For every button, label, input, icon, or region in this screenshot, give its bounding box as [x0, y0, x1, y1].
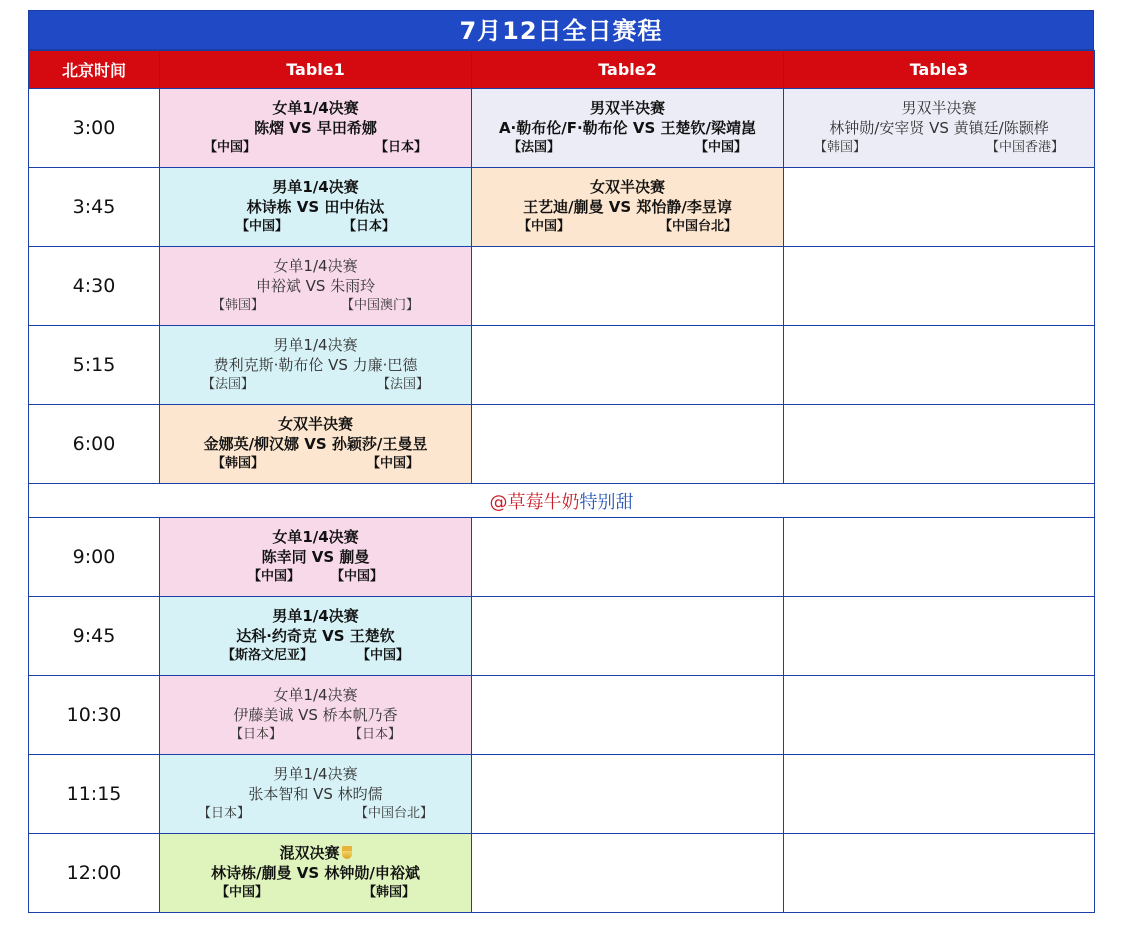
- header-table1: Table1: [160, 51, 472, 89]
- country-left: 【韩国】: [212, 456, 265, 471]
- empty-cell: [472, 597, 784, 676]
- table-row: [29, 518, 1095, 597]
- table-row: [29, 247, 1095, 326]
- event-name: 混双决赛: [279, 844, 340, 862]
- country-right: 【中国澳门】: [340, 298, 419, 313]
- match-cell: [472, 89, 784, 168]
- table-row: [29, 676, 1095, 755]
- country-right: 【中国香港】: [985, 140, 1064, 155]
- table-row: [29, 168, 1095, 247]
- time-cell: 4:30: [29, 247, 160, 326]
- event-name: 女单1/4决赛: [272, 99, 359, 117]
- empty-cell: [784, 168, 1095, 247]
- country-right: 【法国】: [376, 377, 429, 392]
- countries: [160, 375, 471, 395]
- time-cell: 6:00: [29, 405, 160, 484]
- event-name: 男单1/4决赛: [273, 765, 358, 783]
- watermark-handle: @草莓牛奶: [489, 491, 580, 513]
- match-cell: [160, 247, 472, 326]
- event-name: 男单1/4决赛: [272, 178, 359, 196]
- match-players: A·勒布伦/F·勒布伦 VS 王楚钦/梁靖崑: [498, 119, 757, 137]
- country-left: 【中国】: [216, 885, 269, 900]
- countries: [160, 217, 471, 237]
- countries: [160, 138, 471, 158]
- empty-cell: [472, 834, 784, 913]
- empty-cell: [784, 518, 1095, 597]
- countries: [472, 217, 783, 237]
- country-left: 【法国】: [202, 377, 255, 392]
- time-cell: 10:30: [29, 676, 160, 755]
- time-cell: 9:00: [29, 518, 160, 597]
- match-players: 陈幸同 VS 蒯曼: [261, 548, 370, 566]
- time-cell: 5:15: [29, 326, 160, 405]
- empty-cell: [784, 247, 1095, 326]
- event-name-wrap: [279, 843, 351, 863]
- event-name: 女单1/4决赛: [273, 257, 358, 275]
- country-right: 【日本】: [348, 727, 401, 742]
- match-players: 金娜英/柳汉娜 VS 孙颖莎/王曼昱: [203, 435, 428, 453]
- time-cell: 9:45: [29, 597, 160, 676]
- country-left: 【日本】: [230, 727, 283, 742]
- empty-cell: [472, 326, 784, 405]
- country-left: 【日本】: [198, 806, 251, 821]
- table-row: [29, 755, 1095, 834]
- table-row: [29, 597, 1095, 676]
- header-row: [29, 51, 1095, 89]
- event-name: 女双半决赛: [277, 415, 353, 433]
- match-cell: [160, 755, 472, 834]
- event-name: 男单1/4决赛: [273, 336, 358, 354]
- match-cell: [160, 89, 472, 168]
- country-left: 【法国】: [508, 140, 561, 155]
- match-cell: [472, 168, 784, 247]
- empty-cell: [472, 405, 784, 484]
- country-right: 【中国台北】: [354, 806, 433, 821]
- country-right: 【中国台北】: [658, 219, 737, 234]
- countries: [160, 646, 471, 666]
- header-time: 北京时间: [29, 51, 160, 89]
- match-players: 陈熠 VS 早田希娜: [254, 119, 377, 137]
- match-players: 张本智和 VS 林昀儒: [248, 785, 383, 803]
- countries: [472, 138, 783, 158]
- empty-cell: [784, 676, 1095, 755]
- watermark-suffix: 特别甜: [579, 491, 634, 513]
- event-name: 男双半决赛: [901, 99, 977, 117]
- countries: [160, 567, 471, 587]
- time-cell: 11:15: [29, 755, 160, 834]
- match-players: 林诗栋 VS 田中佑汰: [246, 198, 385, 216]
- header-table2: Table2: [472, 51, 784, 89]
- time-cell: 3:00: [29, 89, 160, 168]
- match-cell: [160, 597, 472, 676]
- match-cell: [160, 405, 472, 484]
- header-table3: Table3: [784, 51, 1095, 89]
- empty-cell: [472, 676, 784, 755]
- match-players: 达科·约奇克 VS 王楚钦: [236, 627, 395, 645]
- schedule-table: [28, 50, 1095, 913]
- match-players: 费利克斯·勒布伦 VS 力廉·巴德: [213, 356, 418, 374]
- empty-cell: [784, 834, 1095, 913]
- time-cell: 3:45: [29, 168, 160, 247]
- event-name: 女双半决赛: [589, 178, 665, 196]
- empty-cell: [784, 597, 1095, 676]
- country-left: 【中国】: [518, 219, 571, 234]
- match-players: 伊藤美诚 VS 桥本帆乃香: [233, 706, 398, 724]
- country-right: 【中国】: [366, 456, 419, 471]
- event-name: 男双半决赛: [589, 99, 665, 117]
- country-right: 【中国】: [356, 648, 409, 663]
- country-right: 【中国】: [330, 569, 383, 584]
- country-left: 【中国】: [236, 219, 289, 234]
- table-row: [29, 89, 1095, 168]
- schedule: [28, 10, 1094, 913]
- empty-cell: [784, 405, 1095, 484]
- country-right: 【日本】: [374, 140, 427, 155]
- countries: [160, 883, 471, 903]
- countries: [160, 804, 471, 824]
- country-left: 【中国】: [248, 569, 301, 584]
- countries: [784, 138, 1094, 158]
- medal-icon: [342, 846, 352, 859]
- country-left: 【斯洛文尼亚】: [222, 648, 314, 663]
- country-left: 【韩国】: [212, 298, 265, 313]
- table-row: [29, 405, 1095, 484]
- table-row: [29, 326, 1095, 405]
- match-cell: [160, 676, 472, 755]
- country-left: 【韩国】: [814, 140, 867, 155]
- empty-cell: [472, 518, 784, 597]
- match-players: 申裕斌 VS 朱雨玲: [255, 277, 376, 295]
- match-players: 王艺迪/蒯曼 VS 郑怡静/李昱谆: [523, 198, 732, 216]
- countries: [160, 725, 471, 745]
- event-name: 女单1/4决赛: [273, 686, 358, 704]
- empty-cell: [784, 755, 1095, 834]
- country-left: 【中国】: [204, 140, 257, 155]
- time-cell: 12:00: [29, 834, 160, 913]
- countries: [160, 454, 471, 474]
- country-right: 【韩国】: [362, 885, 415, 900]
- event-name: 男单1/4决赛: [272, 607, 359, 625]
- divider-row: [29, 484, 1095, 518]
- table-row: [29, 834, 1095, 913]
- empty-cell: [472, 247, 784, 326]
- match-players: 林钟勋/安宰贤 VS 黄镇廷/陈颢桦: [829, 119, 1049, 137]
- page-title: 7月12日全日赛程: [28, 10, 1094, 50]
- match-cell: [160, 518, 472, 597]
- match-cell: [160, 326, 472, 405]
- match-cell: [160, 168, 472, 247]
- event-name: 女单1/4决赛: [272, 528, 359, 546]
- empty-cell: [472, 755, 784, 834]
- match-cell: [784, 89, 1095, 168]
- countries: [160, 296, 471, 316]
- match-players: 林诗栋/蒯曼 VS 林钟勋/申裕斌: [211, 864, 420, 882]
- empty-cell: [784, 326, 1095, 405]
- country-right: 【日本】: [342, 219, 395, 234]
- match-cell: [160, 834, 472, 913]
- country-right: 【中国】: [694, 140, 747, 155]
- watermark: [29, 484, 1095, 518]
